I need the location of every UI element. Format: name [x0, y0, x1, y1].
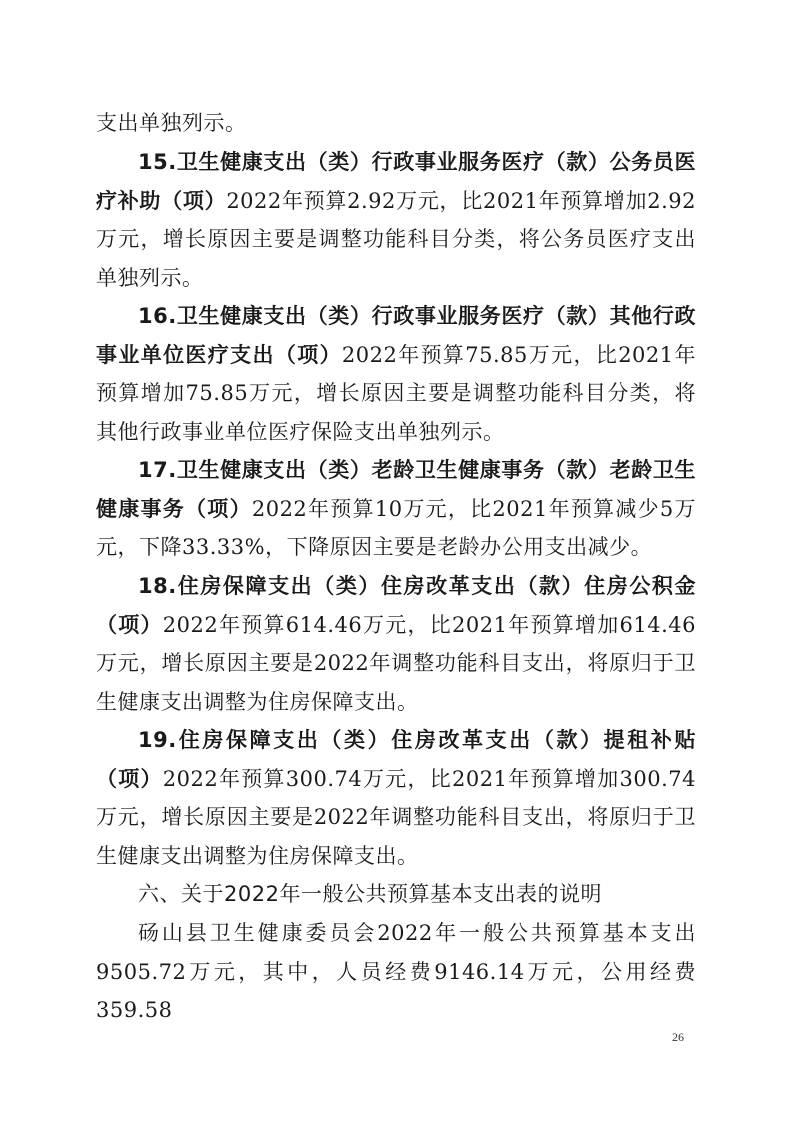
- paragraph-item-17: [96, 451, 696, 567]
- item-heading: 16.卫生健康支出（类）行政事业服务医疗（款）其他行政事业单位医疗支出（项）: [96, 304, 696, 367]
- paragraph-basic-expenditure: [96, 914, 696, 1030]
- paragraph-text: 砀山县卫生健康委员会2022年一般公共预算基本支出9505.72万元，其中，人员经费9146.14万元，公用经费359.58: [96, 921, 696, 1022]
- item-body: 2022年预算300.74万元，比2021年预算增加300.74万元，增长原因主要是2022年调整功能科目支出，将原归于卫生健康支出调整为住房保障支出。: [96, 766, 696, 868]
- paragraph-continuation: [96, 104, 696, 143]
- item-heading: 15.卫生健康支出（类）行政事业服务医疗（款）公务员医疗补助（项）: [96, 150, 696, 213]
- item-body: 2022年预算614.46万元，比2021年预算增加614.46万元，增长原因主要是2022年调整功能科目支出，将原归于卫生健康支出调整为住房保障支出。: [96, 612, 696, 714]
- item-heading: 17.卫生健康支出（类）老龄卫生健康事务（款）老龄卫生健康事务（项）: [96, 458, 696, 521]
- page-number: 26: [672, 1030, 684, 1044]
- section-heading-6: [96, 875, 696, 914]
- paragraph-item-16: [96, 297, 696, 451]
- item-heading: 18.住房保障支出（类）住房改革支出（款）住房公积金（项）: [96, 574, 696, 637]
- item-body: 2022年预算2.92万元，比2021年预算增加2.92万元，增长原因主要是调整功能科目分类，将公务员医疗支出单独列示。: [96, 188, 696, 290]
- item-body: 2022年预算10万元，比2021年预算减少5万元，下降33.33%，下降原因主要是老龄办公用支出减少。: [96, 496, 697, 559]
- item-body: 2022年预算75.85万元，比2021年预算增加75.85万元，增长原因主要是调整功能科目分类，将其他行政事业单位医疗保险支出单独列示。: [96, 342, 696, 444]
- paragraph-item-15: [96, 143, 696, 297]
- paragraph-item-18: [96, 567, 696, 721]
- item-heading: 19.住房保障支出（类）住房改革支出（款）提租补贴（项）: [96, 728, 696, 791]
- paragraph-text: 支出单独列示。: [96, 111, 247, 135]
- section-heading-text: 六、关于2022年一般公共预算基本支出表的说明: [138, 882, 602, 906]
- paragraph-item-19: [96, 721, 696, 875]
